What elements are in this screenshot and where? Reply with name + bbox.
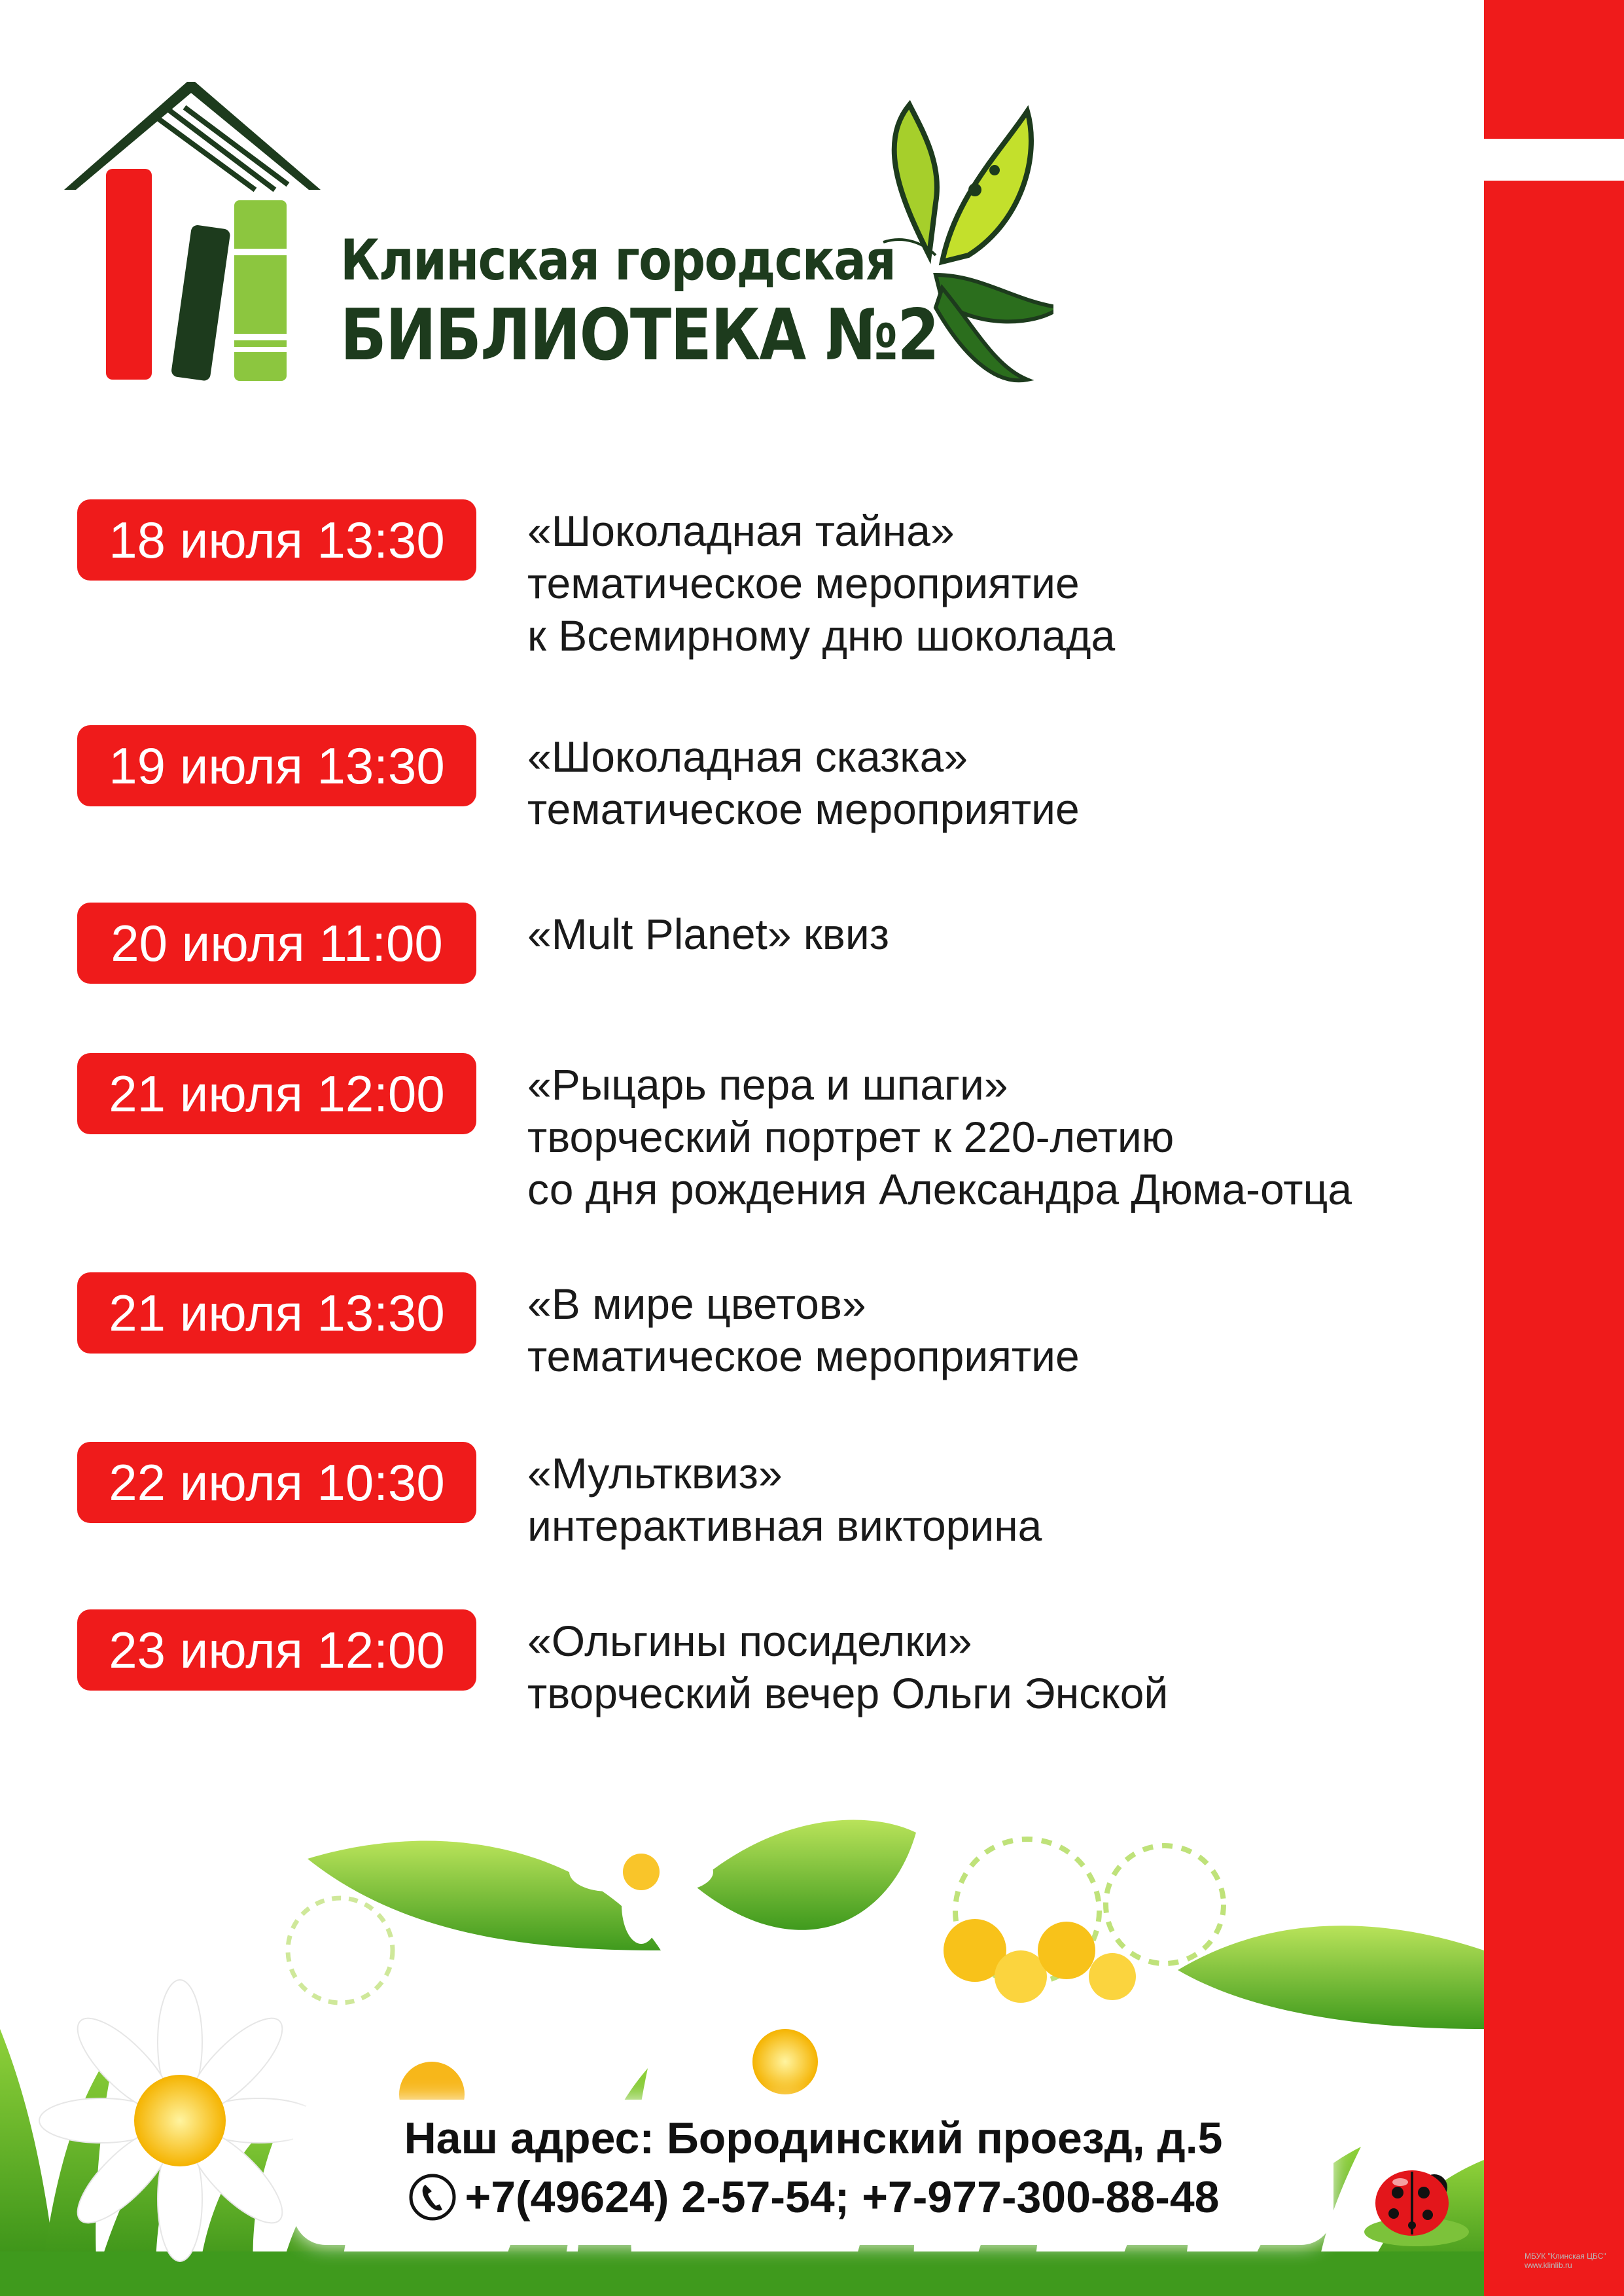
daisy-flower bbox=[679, 1956, 891, 2094]
ladybug-icon bbox=[1361, 2153, 1472, 2251]
decorative-red-stripe bbox=[1484, 181, 1624, 2296]
event-title: «В мире цветов» bbox=[527, 1280, 866, 1328]
event-description bbox=[527, 1278, 1080, 1382]
event-description bbox=[527, 908, 889, 960]
credit-text bbox=[1525, 2251, 1606, 2270]
daisy-flower bbox=[39, 1980, 321, 2261]
phone-numbers[interactable]: +7(49624) 2-57-54; +7-977-300-88-48 bbox=[465, 2172, 1220, 2222]
event-detail: тематическое мероприятие bbox=[527, 1332, 1080, 1380]
event-detail: творческий портрет к 220-летию bbox=[527, 1113, 1174, 1161]
event-date-badge: 21 июля 12:00 bbox=[77, 1053, 476, 1134]
event-description bbox=[527, 1615, 1168, 1719]
event-date-badge: 22 июля 10:30 bbox=[77, 1442, 476, 1523]
event-description bbox=[527, 505, 1115, 662]
library-logo bbox=[59, 72, 1053, 386]
event-title: «Шоколадная тайна» bbox=[527, 507, 955, 555]
address-text: Наш адрес: Бородинский проезд, д.5 bbox=[404, 2113, 1223, 2163]
event-title: «Мультквиз» bbox=[527, 1449, 783, 1498]
contact-box bbox=[293, 2100, 1333, 2245]
event-detail: творческий вечер Ольги Энской bbox=[527, 1669, 1169, 1717]
event-date-badge: 21 июля 13:30 bbox=[77, 1272, 476, 1354]
event-detail: тематическое мероприятие bbox=[527, 559, 1080, 607]
event-date-badge: 18 июля 13:30 bbox=[77, 499, 476, 581]
event-description bbox=[527, 1058, 1352, 1215]
event-detail: интерактивная викторина bbox=[527, 1501, 1042, 1550]
credit-line: МБУК "Клинская ЦБС" bbox=[1525, 2251, 1606, 2261]
event-title: «Mult Planet» квиз bbox=[527, 910, 889, 958]
event-detail: к Всемирному дню шоколада bbox=[527, 611, 1116, 660]
event-date-badge: 23 июля 12:00 bbox=[77, 1609, 476, 1691]
event-detail: тематическое мероприятие bbox=[527, 785, 1080, 833]
event-detail: со дня рождения Александра Дюма-отца bbox=[527, 1165, 1352, 1213]
phone-icon bbox=[407, 2172, 458, 2223]
event-title: «Шоколадная сказка» bbox=[527, 732, 968, 781]
event-description bbox=[527, 730, 1080, 835]
library-name-line1: Клинская городская bbox=[340, 228, 896, 293]
event-date-badge: 20 июля 11:00 bbox=[77, 903, 476, 984]
library-name-line2: БИБЛИОТЕКА №2 bbox=[340, 295, 939, 376]
credit-line: www.klinlib.ru bbox=[1525, 2261, 1572, 2270]
decorative-red-stripe-top bbox=[1484, 0, 1624, 139]
phone-row bbox=[293, 2172, 1333, 2223]
event-title: «Ольгины посиделки» bbox=[527, 1617, 972, 1665]
event-description bbox=[527, 1447, 1042, 1552]
event-date-badge: 19 июля 13:30 bbox=[77, 725, 476, 806]
event-title: «Рыцарь пера и шпаги» bbox=[527, 1060, 1008, 1109]
